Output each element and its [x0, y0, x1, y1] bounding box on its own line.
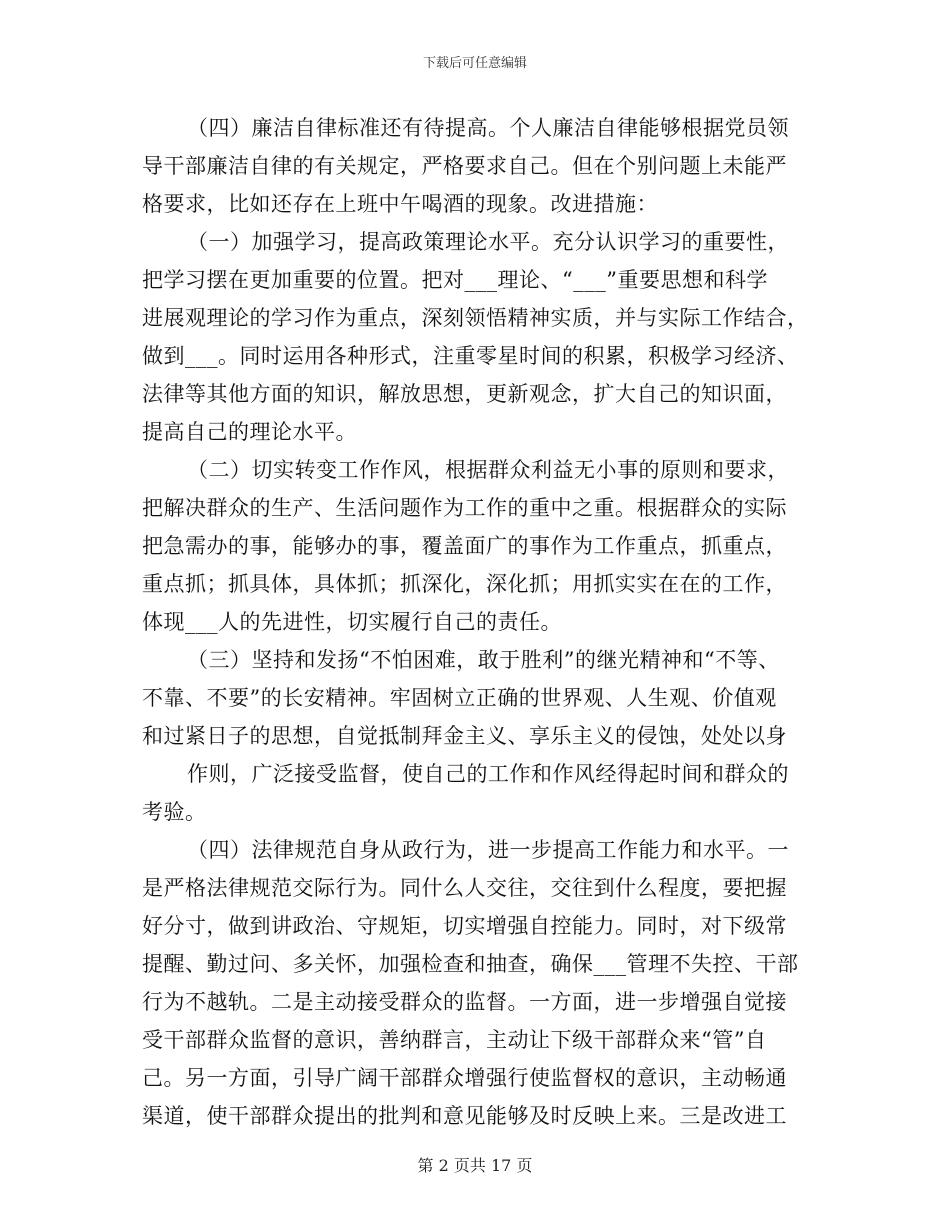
paragraph-line: 重点抓；抓具体，具体抓；抓深化，深化抓；用抓实实在在的工作，: [142, 572, 787, 596]
paragraph-line: 做到___。同时运用各种形式，注重零星时间的积累，积极学习经济、: [142, 344, 799, 368]
paragraph-line: 把急需办的事，能够办的事，覆盖面广的事作为工作重点，抓重点，: [142, 534, 787, 558]
paragraph-line: 格要求，比如还存在上班中午喝酒的现象。改进措施：: [142, 192, 658, 216]
page-header-note: 下载后可任意编辑: [422, 56, 527, 71]
paragraph-line: （二）切实转变工作作风，根据群众利益无小事的原则和要求，: [187, 458, 789, 482]
paragraph-line: 和过紧日子的思想，自觉抵制拜金主义、享乐主义的侵蚀，处处以身: [142, 724, 787, 748]
page-number: 第 2 页共 17 页: [417, 1156, 533, 1175]
paragraph-line: （四）法律规范自身从政行为，进一步提高工作能力和水平。一: [187, 838, 789, 862]
paragraph-line: （一）加强学习，提高政策理论水平。充分认识学习的重要性，: [187, 230, 789, 254]
paragraph-line: 好分寸，做到讲政治、守规矩，切实增强自控能力。同时，对下级常: [142, 914, 787, 938]
paragraph-line: 己。另一方面，引导广阔干部群众增强行使监督权的意识，主动畅通: [142, 1066, 787, 1090]
paragraph-line: 提高自己的理论水平。: [142, 420, 357, 444]
paragraph-line: 行为不越轨。二是主动接受群众的监督。一方面，进一步增强自觉接: [142, 990, 787, 1014]
paragraph-line: 渠道，使干部群众提出的批判和意见能够及时反映上来。三是改进工: [142, 1104, 787, 1128]
paragraph-line: 不靠、不要”的长安精神。牢固树立正确的世界观、人生观、价值观: [142, 686, 777, 710]
paragraph-line: 考验。: [142, 800, 207, 824]
paragraph-line: 提醒、勤过问、多关怀，加强检查和抽查，确保___管理不失控、干部: [142, 952, 799, 976]
paragraph-line: 把解决群众的生产、生活问题作为工作的重中之重。根据群众的实际: [142, 496, 787, 520]
paragraph-line: （四）廉洁自律标准还有待提高。个人廉洁自律能够根据党员领: [187, 116, 789, 140]
paragraph-line: 受干部群众监督的意识，善纳群言，主动让下级干部群众来“管”自: [142, 1028, 767, 1052]
paragraph-line: 导干部廉洁自律的有关规定，严格要求自己。但在个别问题上未能严: [142, 154, 787, 178]
paragraph-line: 进展观理论的学习作为重点，深刻领悟精神实质，并与实际工作结合，: [142, 306, 809, 330]
paragraph-line: 体现___人的先进性，切实履行自己的责任。: [142, 610, 562, 634]
paragraph-line: 是严格法律规范交际行为。同什么人交往，交往到什么程度，要把握: [142, 876, 787, 900]
paragraph-line: 法律等其他方面的知识，解放思想，更新观念，扩大自己的知识面，: [142, 382, 787, 406]
paragraph-line: （三）坚持和发扬“不怕困难，敢于胜利”的继光精神和“不等、: [187, 648, 780, 672]
paragraph-line: 作则，广泛接受监督，使自己的工作和作风经得起时间和群众的: [187, 762, 789, 786]
paragraph-line: 把学习摆在更加重要的位置。把对___理论、“___”重要思想和科学: [142, 268, 768, 292]
